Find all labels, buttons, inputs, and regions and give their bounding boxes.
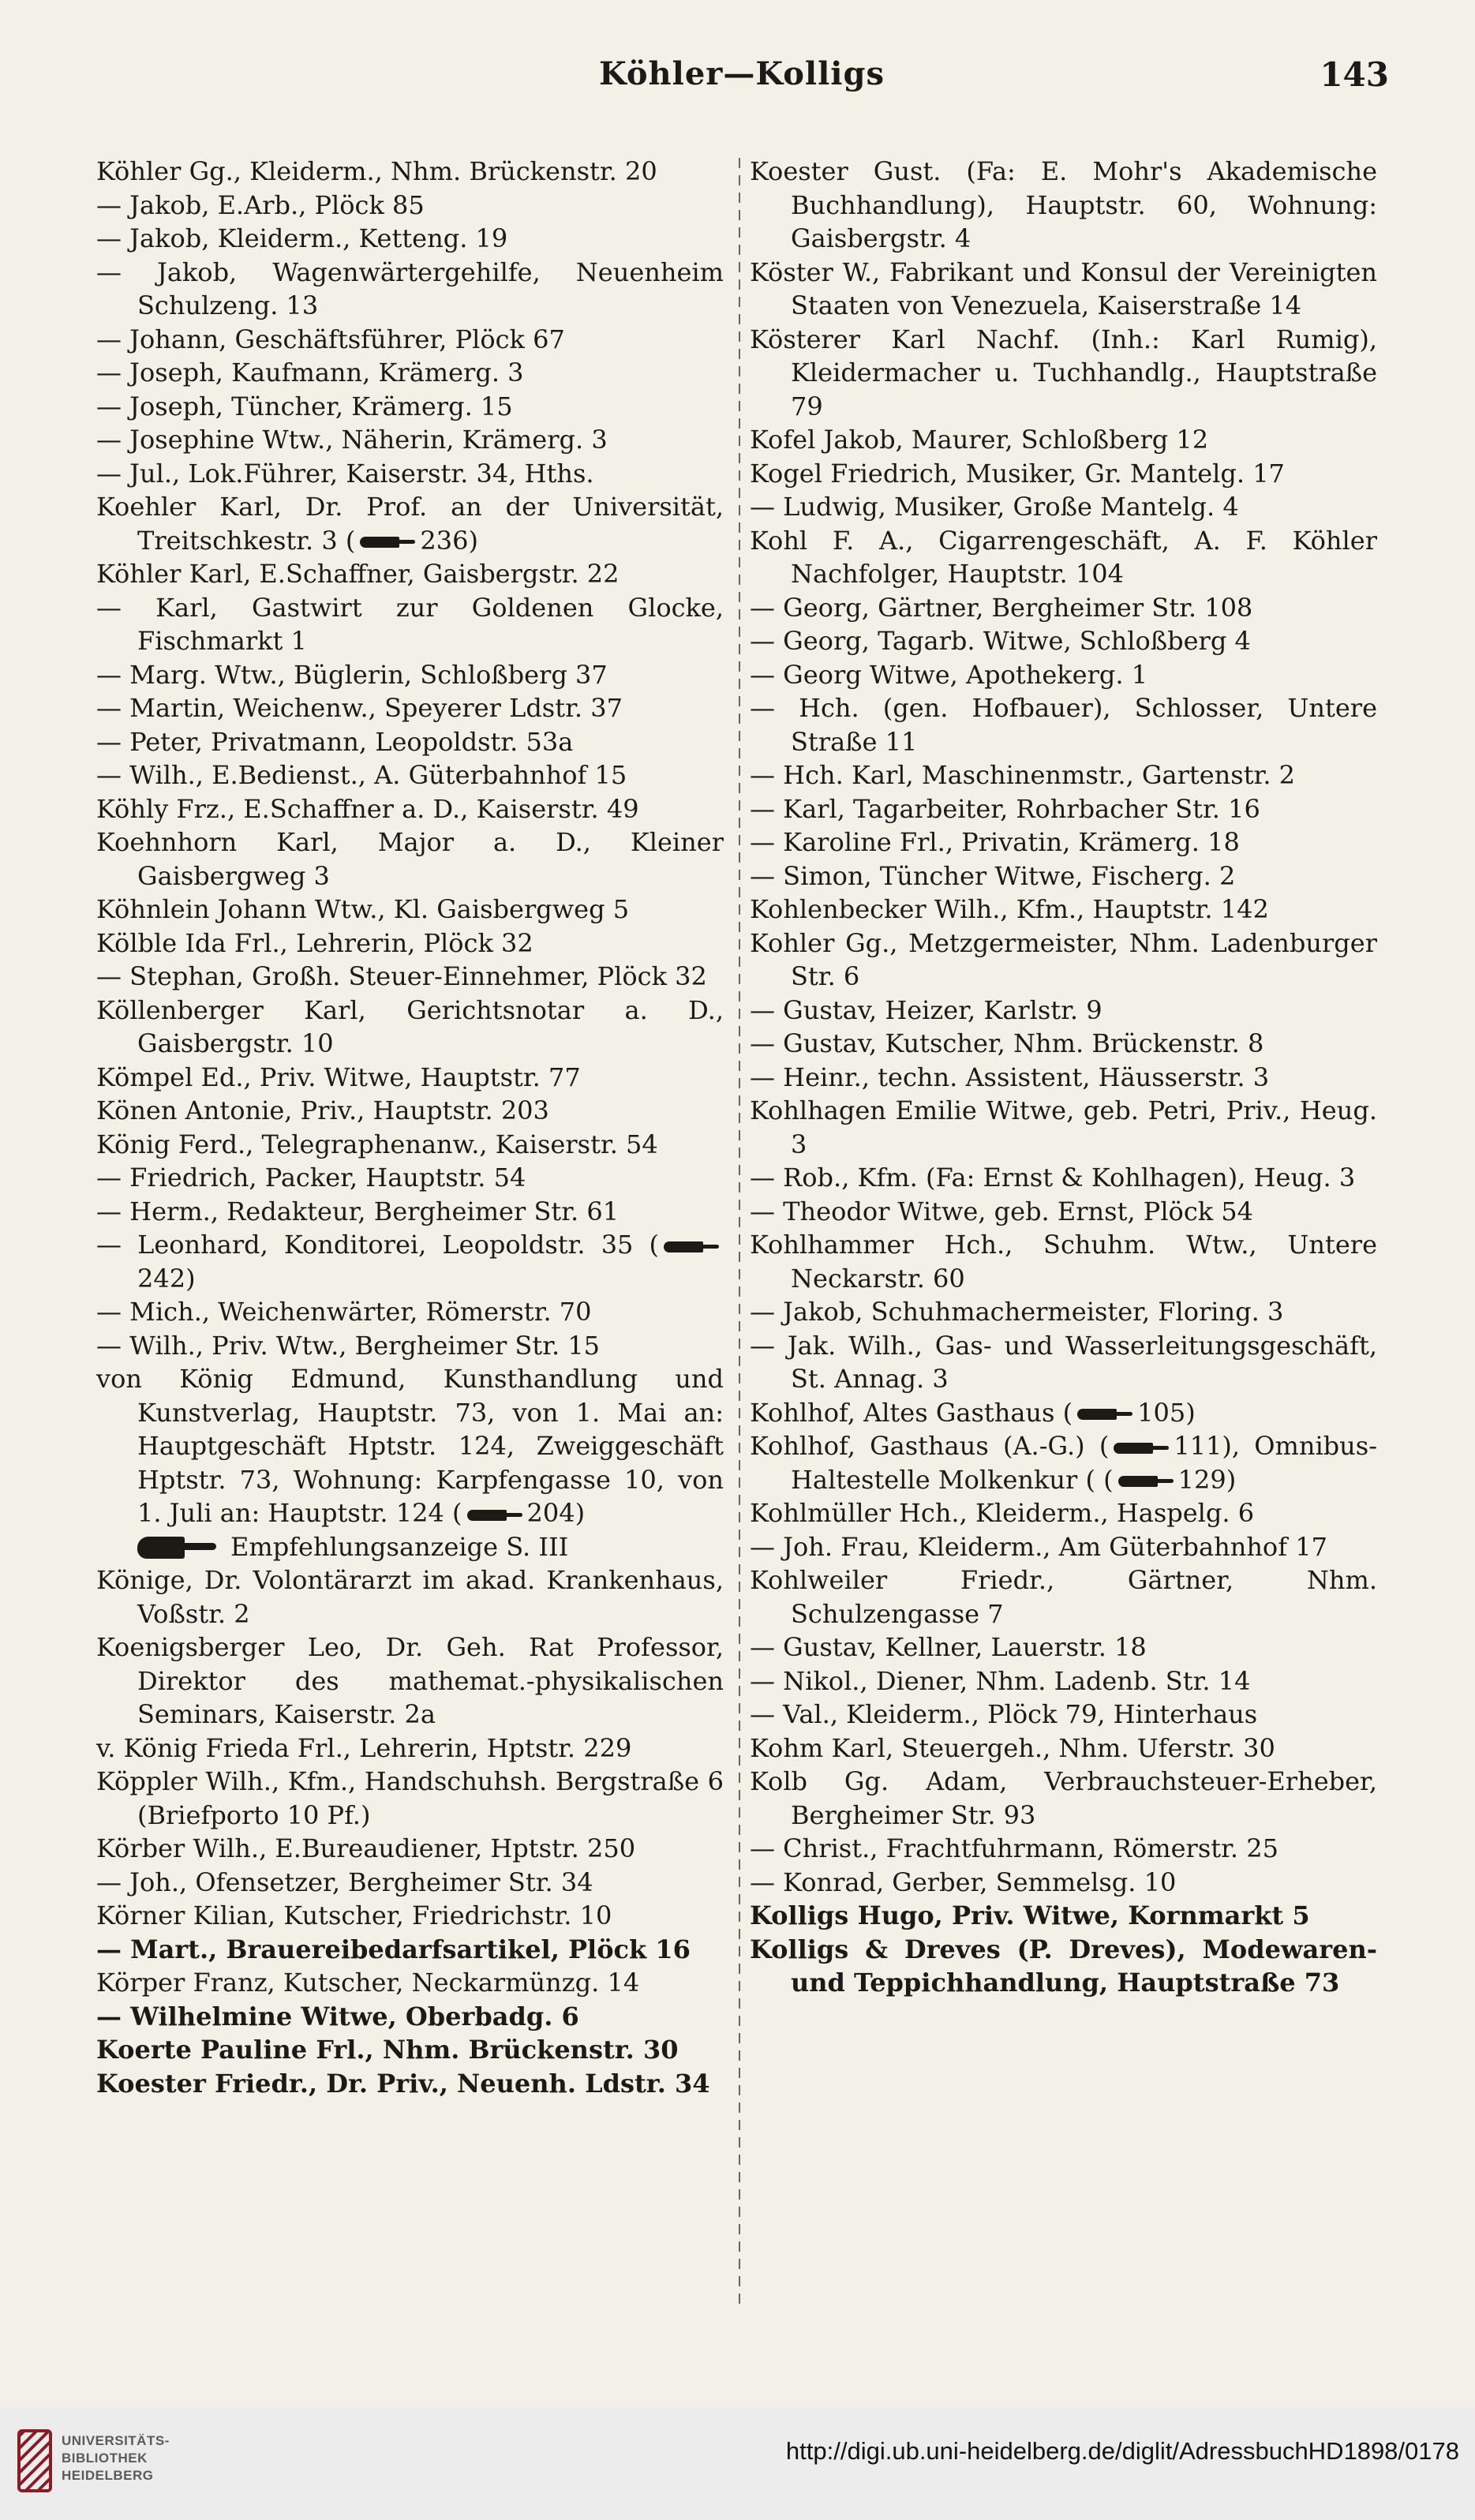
entry-text: Kofel Jakob, Maurer, Schloßberg 12	[750, 425, 1209, 455]
directory-entry	[96, 792, 724, 826]
directory-entry	[750, 1933, 1377, 2000]
entry-text: — Gustav, Kellner, Lauerstr. 18	[750, 1632, 1147, 1662]
entry-text: Köster W., Fabrikant und Konsul der Vereinigten Staaten von Venezuela, Kaiserstraße 14	[750, 256, 1377, 320]
directory-entry	[96, 1128, 724, 1162]
viewer-footer	[0, 2407, 1475, 2520]
entry-text: — Heinr., techn. Assistent, Häusserstr. 3	[750, 1062, 1270, 1092]
directory-entry	[750, 1698, 1377, 1732]
telephone-number: 242)	[137, 1263, 196, 1294]
directory-entry	[750, 624, 1377, 658]
entry-text: Koehler Karl, Dr. Prof. an der Universität, Treitschkestr. 3 (	[96, 492, 724, 556]
directory-entry	[96, 1933, 724, 1967]
directory-entry	[96, 1832, 724, 1866]
logo-line: UNIVERSITÄTS-	[62, 2433, 170, 2448]
entry-text: — Jakob, E.Arb., Plöck 85	[96, 189, 425, 220]
directory-entry	[750, 1866, 1377, 1900]
running-head	[95, 55, 1389, 110]
telephone-hand-icon	[664, 1239, 719, 1255]
entry-text: — Stephan, Großh. Steuer-Einnehmer, Plöck 32	[96, 961, 707, 991]
directory-entry	[750, 994, 1377, 1028]
directory-entry	[96, 1195, 724, 1229]
entry-text: — Wilh., E.Bedienst., A. Güterbahnhof 15	[96, 760, 627, 790]
telephone-hand-icon	[1077, 1406, 1132, 1422]
entry-text: — Christ., Frachtfuhrmann, Römerstr. 25	[750, 1833, 1278, 1863]
entry-text: Kölble Ida Frl., Lehrerin, Plöck 32	[96, 927, 533, 958]
library-logo[interactable]	[17, 2423, 199, 2502]
directory-entry	[96, 1228, 724, 1295]
directory-entry	[750, 927, 1377, 994]
directory-entry	[96, 1530, 724, 1564]
directory-entry	[96, 2033, 724, 2067]
entry-text: — Joh., Ofensetzer, Bergheimer Str. 34	[96, 1867, 593, 1897]
entry-text: — Wilh., Priv. Wtw., Bergheimer Str. 15	[96, 1330, 601, 1361]
page-title: Köhler—Kolligs	[598, 55, 885, 92]
directory-entry	[96, 1899, 724, 1933]
directory-entry	[750, 457, 1377, 491]
page-number: 143	[1320, 55, 1389, 94]
entry-text: Kohlhof, Gasthaus (A.-G.) (	[750, 1431, 1110, 1461]
directory-entry	[96, 256, 724, 323]
entry-text: — Konrad, Gerber, Semmelsg. 10	[750, 1867, 1177, 1897]
entry-text: — Mich., Weichenwärter, Römerstr. 70	[96, 1297, 592, 1327]
entry-text: Empfehlungsanzeige S. III	[230, 1531, 569, 1562]
directory-entry	[750, 1631, 1377, 1664]
directory-entry	[96, 1362, 724, 1530]
left-column	[96, 155, 724, 2349]
telephone-number: 236)	[420, 525, 478, 556]
directory-entry	[96, 2000, 724, 2034]
entry-text: — Joseph, Kaufmann, Krämerg. 3	[96, 358, 524, 388]
entry-text: — Simon, Tüncher Witwe, Fischerg. 2	[750, 860, 1236, 891]
entry-text: Kolligs Hugo, Priv. Witwe, Kornmarkt 5	[750, 1900, 1310, 1930]
directory-entry	[750, 1228, 1377, 1295]
entry-text: — Rob., Kfm. (Fa: Ernst & Kohlhagen), Heug. 3	[750, 1163, 1356, 1193]
directory-entry	[96, 927, 724, 960]
directory-entry	[96, 323, 724, 357]
directory-entry	[750, 1732, 1377, 1765]
directory-entry	[96, 390, 724, 424]
entry-text: — Karoline Frl., Privatin, Krämerg. 18	[750, 827, 1240, 857]
entry-text: — Gustav, Heizer, Karlstr. 9	[750, 994, 1103, 1025]
entry-text: — Herm., Redakteur, Bergheimer Str. 61	[96, 1196, 620, 1226]
directory-entry	[96, 658, 724, 692]
entry-text: Kolligs & Dreves (P. Dreves), Modewaren- und Teppichhandlung, Hauptstraße 73	[750, 1934, 1377, 1998]
entry-text: Koester Friedr., Dr. Priv., Neuenh. Ldstr. 34	[96, 2068, 710, 2099]
telephone-hand-icon	[1118, 1473, 1174, 1489]
telephone-number: 204)	[526, 1498, 586, 1528]
entry-text: Kohlmüller Hch., Kleiderm., Haspelg. 6	[750, 1498, 1255, 1528]
entry-text: Kömpel Ed., Priv. Witwe, Hauptstr. 77	[96, 1062, 581, 1092]
directory-entry	[96, 189, 724, 223]
telephone-number: 129)	[1177, 1464, 1237, 1495]
entry-text: Kohm Karl, Steuergeh., Nhm. Uferstr. 30	[750, 1732, 1275, 1763]
directory-entry	[750, 1832, 1377, 1866]
directory-entry	[750, 792, 1377, 826]
directory-entry	[96, 1966, 724, 2000]
directory-entry	[96, 826, 724, 893]
entry-text: Körner Kilian, Kutscher, Friedrichstr. 10	[96, 1900, 612, 1930]
telephone-hand-icon	[467, 1507, 522, 1523]
entry-text: — Joseph, Tüncher, Krämerg. 15	[96, 391, 513, 421]
entry-text: Köhler Karl, E.Schaffner, Gaisbergstr. 22	[96, 559, 620, 589]
directory-entry	[750, 490, 1377, 524]
entry-text: — Georg, Tagarb. Witwe, Schloßberg 4	[750, 626, 1251, 656]
entry-text: — Martin, Weichenw., Speyerer Ldstr. 37	[96, 693, 623, 723]
directory-entry	[96, 1732, 724, 1765]
directory-entry	[96, 1161, 724, 1195]
directory-entry	[96, 591, 724, 658]
directory-entry	[750, 155, 1377, 256]
directory-entry	[750, 1061, 1377, 1095]
directory-entry	[750, 1899, 1377, 1933]
entry-text: Kohlhagen Emilie Witwe, geb. Petri, Priv., Heug. 3	[750, 1095, 1377, 1159]
directory-entry	[750, 691, 1377, 758]
entry-text: — Ludwig, Musiker, Große Mantelg. 4	[750, 492, 1239, 522]
directory-entry	[750, 758, 1377, 792]
library-logo-icon	[17, 2429, 52, 2492]
directory-entry	[750, 423, 1377, 457]
directory-entry	[96, 457, 724, 491]
entry-text: — Jak. Wilh., Gas- und Wasserleitungsgeschäft, St. Annag. 3	[750, 1330, 1377, 1394]
right-column	[750, 155, 1377, 2349]
directory-entry	[96, 1295, 724, 1329]
directory-entry	[96, 356, 724, 390]
directory-entry	[96, 2067, 724, 2101]
entry-text: — Hch. Karl, Maschinenmstr., Gartenstr. 2	[750, 760, 1296, 790]
entry-text: Köhler Gg., Kleiderm., Nhm. Brückenstr. 20	[96, 156, 657, 186]
directory-entry	[750, 524, 1377, 591]
entry-text: Koerte Pauline Frl., Nhm. Brückenstr. 30	[96, 2035, 679, 2065]
entry-text: Köhnlein Johann Wtw., Kl. Gaisbergweg 5	[96, 894, 630, 924]
directory-entry	[750, 658, 1377, 692]
pointing-hand-icon	[137, 1535, 216, 1560]
directory-entry	[96, 423, 724, 457]
directory-entry	[750, 1027, 1377, 1061]
directory-entry	[750, 859, 1377, 893]
entry-text: Koenigsberger Leo, Dr. Geh. Rat Professor, Direktor des mathemat.-physikalischen Seminars, Kaiserstr. 2a	[96, 1632, 724, 1729]
entry-text: Kohlhammer Hch., Schuhm. Wtw., Untere Neckarstr. 60	[750, 1230, 1377, 1294]
entry-text: — Karl, Tagarbeiter, Rohrbacher Str. 16	[750, 793, 1260, 824]
entry-text: — Jul., Lok.Führer, Kaiserstr. 34, Hths.	[96, 458, 594, 489]
directory-entry	[96, 960, 724, 994]
telephone-number: 111), Omnibus-Haltestelle Molkenkur (	[791, 1431, 1377, 1495]
entry-text: Köhly Frz., E.Schaffner a. D., Kaiserstr. 49	[96, 793, 639, 824]
entry-text: — Jakob, Wagenwärtergehilfe, Neuenheim Schulzeng. 13	[96, 256, 724, 320]
column-divider	[739, 158, 740, 2305]
entry-text: Köppler Wilh., Kfm., Handschuhsh. Bergstraße 6 (Briefporto 10 Pf.)	[96, 1766, 724, 1830]
directory-entry	[96, 1765, 724, 1832]
entry-text: Kohler Gg., Metzgermeister, Nhm. Ladenburger Str. 6	[750, 927, 1377, 991]
directory-entry	[750, 1530, 1377, 1564]
telephone-number: 105)	[1137, 1397, 1196, 1428]
directory-entry	[96, 490, 724, 557]
entry-text: — Georg, Gärtner, Bergheimer Str. 108	[750, 592, 1253, 623]
entry-text: — Leonhard, Konditorei, Leopoldstr. 35 (	[96, 1230, 659, 1260]
entry-text: — Peter, Privatmann, Leopoldstr. 53a	[96, 726, 574, 757]
entry-text: — Marg. Wtw., Büglerin, Schloßberg 37	[96, 659, 608, 690]
entry-text: — Josephine Wtw., Näherin, Krämerg. 3	[96, 425, 608, 455]
library-logo-text	[62, 2432, 170, 2484]
entry-text: — Gustav, Kutscher, Nhm. Brückenstr. 8	[750, 1028, 1264, 1058]
directory-entry	[750, 323, 1377, 424]
entry-text: Kolb Gg. Adam, Verbrauchsteuer-Erheber, Bergheimer Str. 93	[750, 1766, 1377, 1830]
directory-entry	[96, 557, 724, 591]
directory-entry	[96, 994, 724, 1061]
entry-text: — Val., Kleiderm., Plöck 79, Hinterhaus	[750, 1699, 1258, 1729]
directory-entry	[96, 893, 724, 927]
entry-text: — Johann, Geschäftsführer, Plöck 67	[96, 324, 565, 354]
entry-text: — Joh. Frau, Kleiderm., Am Güterbahnhof 17	[750, 1531, 1327, 1562]
directory-entry	[750, 1664, 1377, 1698]
entry-text: v. König Frieda Frl., Lehrerin, Hptstr. 229	[96, 1732, 632, 1763]
entry-text: Könen Antonie, Priv., Hauptstr. 203	[96, 1095, 549, 1125]
directory-entry	[750, 1195, 1377, 1229]
directory-entry	[750, 826, 1377, 859]
entry-text: — Friedrich, Packer, Hauptstr. 54	[96, 1163, 526, 1193]
directory-entry	[96, 691, 724, 725]
entry-text: Kohl F. A., Cigarrengeschäft, A. F. Köhler Nachfolger, Hauptstr. 104	[750, 525, 1377, 589]
directory-entry: Kohlhof, Gasthaus (A.-G.) ( 111), Omnibus-Haltestelle Molkenkur ( ( 129)	[750, 1431, 1377, 1495]
directory-entry	[96, 1329, 724, 1363]
entry-text: — Jakob, Kleiderm., Ketteng. 19	[96, 223, 508, 253]
directory-entry	[750, 256, 1377, 323]
entry-text: Kohlweiler Friedr., Gärtner, Nhm. Schulzengasse 7	[750, 1565, 1377, 1629]
entry-text: von König Edmund, Kunsthandlung und Kunstverlag, Hauptstr. 73, von 1. Mai an: Hauptgeschäft Hptstr. 124, Zweiggeschäft Hptstr. 73, Wohnung: Karpfengasse 10, von 1. Juli an: Hauptstr. 124 (	[96, 1364, 724, 1528]
directory-entry	[750, 1094, 1377, 1161]
entry-text: Koester Gust. (Fa: E. Mohr's Akademische Buchhandlung), Hauptstr. 60, Wohnung: Gaisbergstr. 4	[750, 156, 1377, 253]
directory-entry	[96, 1866, 724, 1900]
directory-entry	[96, 1061, 724, 1095]
entry-text: — Theodor Witwe, geb. Ernst, Plöck 54	[750, 1196, 1254, 1226]
entry-text: Könige, Dr. Volontärarzt im akad. Krankenhaus, Voßstr. 2	[96, 1565, 724, 1629]
directory-entry	[96, 222, 724, 256]
entry-text: Körber Wilh., E.Bureaudiener, Hptstr. 250	[96, 1833, 636, 1863]
entry-text: — Mart., Brauereibedarfsartikel, Plöck 16	[96, 1934, 691, 1964]
logo-line: BIBLIOTHEK	[62, 2451, 148, 2466]
entry-text: Köllenberger Karl, Gerichtsnotar a. D., Gaisbergstr. 10	[96, 994, 724, 1058]
entry-text: Kohlhof, Altes Gasthaus (	[750, 1397, 1073, 1428]
directory-entry	[96, 155, 724, 189]
directory-entry	[750, 1496, 1377, 1530]
directory-entry	[750, 591, 1377, 625]
directory-entry	[96, 1094, 724, 1128]
entry-text: Kogel Friedrich, Musiker, Gr. Mantelg. 17	[750, 458, 1285, 489]
directory-entry	[750, 1765, 1377, 1832]
entry-text: König Ferd., Telegraphenanw., Kaiserstr. 54	[96, 1129, 658, 1159]
directory-entry	[96, 725, 724, 759]
directory-entry	[750, 1396, 1377, 1430]
directory-entry	[96, 1563, 724, 1631]
directory-entry	[750, 1161, 1377, 1195]
directory-entry	[750, 893, 1377, 927]
directory-entry	[750, 1329, 1377, 1396]
entry-text: — Karl, Gastwirt zur Goldenen Glocke, Fischmarkt 1	[96, 592, 724, 656]
entry-text: — Georg Witwe, Apothekerg. 1	[750, 659, 1148, 690]
telephone-hand-icon	[1114, 1440, 1169, 1456]
directory-entry	[96, 758, 724, 792]
entry-text: Körper Franz, Kutscher, Neckarmünzg. 14	[96, 1968, 640, 1998]
telephone-hand-icon	[360, 534, 415, 550]
entry-text: — Nikol., Diener, Nhm. Ladenb. Str. 14	[750, 1665, 1251, 1696]
entry-text: — Jakob, Schuhmachermeister, Floring. 3	[750, 1297, 1284, 1327]
entry-text: Koehnhorn Karl, Major a. D., Kleiner Gaisbergweg 3	[96, 827, 724, 891]
directory-entry	[96, 1631, 724, 1732]
permalink-url[interactable]: http://digi.ub.uni-heidelberg.de/diglit/AdressbuchHD1898/0178	[785, 2437, 1459, 2465]
entry-text: Kösterer Karl Nachf. (Inh.: Karl Rumig), Kleidermacher u. Tuchhandlg., Hauptstraße 79	[750, 324, 1377, 421]
directory-entry	[750, 1563, 1377, 1631]
entry-text: Kohlenbecker Wilh., Kfm., Hauptstr. 142	[750, 894, 1269, 924]
entry-text: — Wilhelmine Witwe, Oberbadg. 6	[96, 2001, 579, 2031]
directory-entry	[750, 1295, 1377, 1329]
logo-line: HEIDELBERG	[62, 2468, 154, 2483]
entry-text: — Hch. (gen. Hofbauer), Schlosser, Untere Straße 11	[750, 693, 1377, 757]
